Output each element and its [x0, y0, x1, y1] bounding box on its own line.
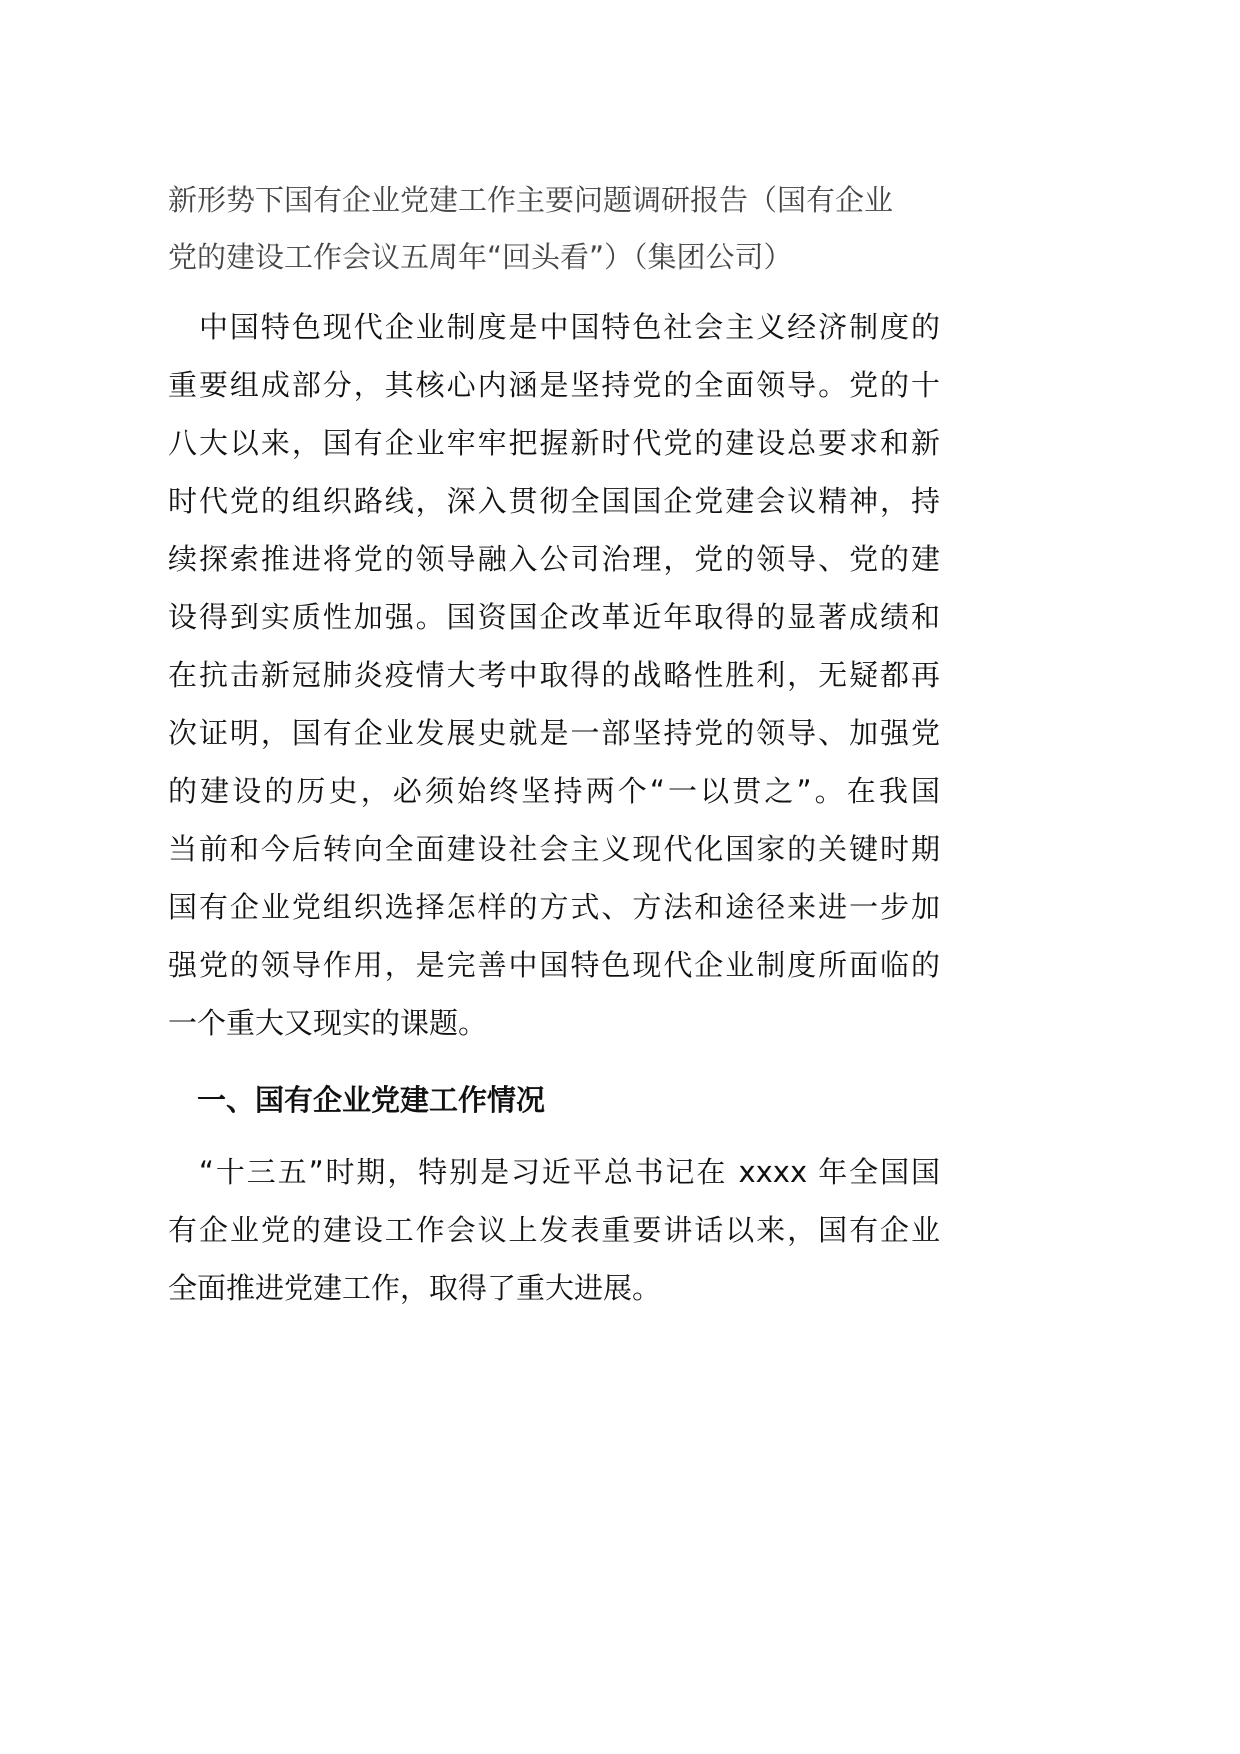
- paragraph-line: 时代党的组织路线，深入贯彻全国国企党建会议精神，持: [168, 484, 940, 518]
- paragraph-line: 次证明，国有企业发展史就是一部坚持党的领导、加强党: [168, 716, 940, 750]
- section-heading: 一、国有企业党建工作情况: [168, 1083, 546, 1117]
- paragraph-line: 当前和今后转向全面建设社会主义现代化国家的关键时期: [168, 832, 940, 866]
- paragraph-line: 的建设的历史，必须始终坚持两个“一以贯之”。在我国: [168, 774, 940, 808]
- paragraph-line: 八大以来，国有企业牢牢把握新时代党的建设总要求和新: [168, 426, 940, 460]
- paragraph-line: 重要组成部分，其核心内涵是坚持党的全面领导。党的十: [168, 368, 940, 402]
- paragraph-line: 设得到实质性加强。国资国企改革近年取得的显著成绩和: [168, 600, 940, 634]
- paragraph-line: 续探索推进将党的领导融入公司治理，党的领导、党的建: [168, 542, 940, 576]
- paragraph-line: 全面推进党建工作，取得了重大进展。: [168, 1271, 662, 1305]
- paragraph-line: 在抗击新冠肺炎疫情大考中取得的战略性胜利，无疑都再: [168, 658, 940, 692]
- title-line: 新形势下国有企业党建工作主要问题调研报告（国有企业: [168, 183, 894, 217]
- paragraph-line: 国有企业党组织选择怎样的方式、方法和途径来进一步加: [168, 890, 940, 924]
- paragraph-line: 强党的领导作用，是完善中国特色现代企业制度所面临的: [168, 948, 940, 982]
- paragraph-line: 中国特色现代企业制度是中国特色社会主义经济制度的: [168, 310, 940, 344]
- paragraph-line: 有企业党的建设工作会议上发表重要讲话以来，国有企业: [168, 1213, 940, 1247]
- paragraph-line: 一个重大又现实的课题。: [168, 1006, 488, 1040]
- paragraph-line: “十三五”时期，特别是习近平总书记在 xxxx 年全国国: [168, 1155, 940, 1189]
- title-line: 党的建设工作会议五周年“回头看”）（集团公司）: [168, 240, 793, 274]
